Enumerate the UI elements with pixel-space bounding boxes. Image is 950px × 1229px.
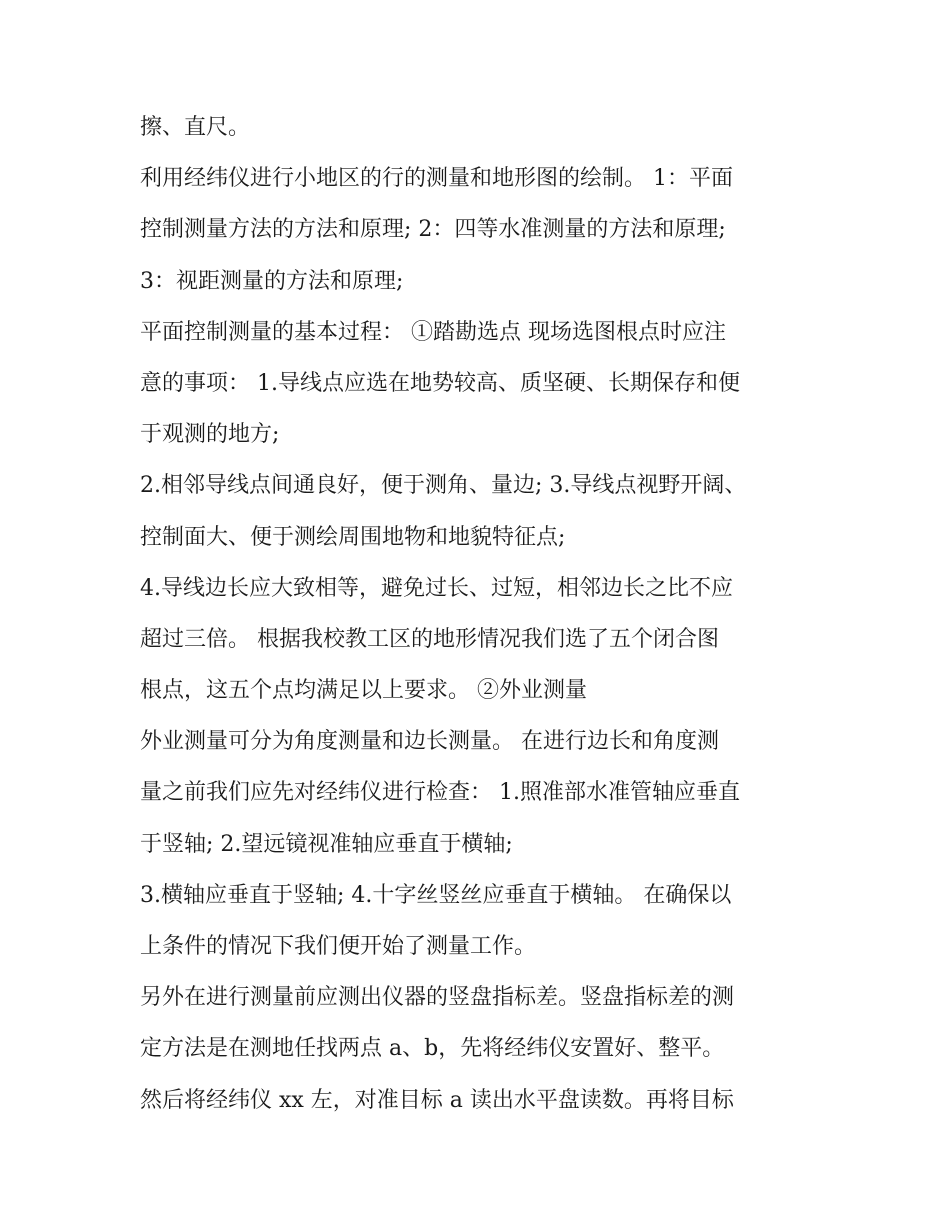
text-line: 平面控制测量的基本过程： ①踏勘选点 现场选图根点时应注 — [140, 319, 726, 345]
text-line: 定方法是在测地任找两点 a、b，先将经纬仪安置好、整平。 — [140, 1036, 725, 1062]
text-line: 根点，这五个点均满足以上要求。 ②外业测量 — [140, 678, 587, 704]
text-line: 然后将经纬仪 xx 左，对准目标 a 读出水平盘读数。再将目标 — [140, 1087, 734, 1113]
text-line: 外业测量可分为角度测量和边长测量。 在进行边长和角度测 — [140, 729, 719, 755]
text-line: 2.相邻导线点间通良好，便于测角、量边; 3.导线点视野开阔、 — [140, 473, 747, 499]
text-line: 另外在进行测量前应测出仪器的竖盘指标差。竖盘指标差的测 — [140, 985, 735, 1011]
text-line: 3.横轴应垂直于竖轴; 4.十字丝竖丝应垂直于横轴。 在确保以 — [140, 882, 732, 908]
text-line: 量之前我们应先对经纬仪进行检查： 1.照准部水准管轴应垂直 — [140, 780, 740, 806]
text-line: 超过三倍。 根据我校教工区的地形情况我们选了五个闭合图 — [140, 626, 719, 652]
text-line: 控制面大、便于测绘周围地物和地貌特征点; — [140, 524, 566, 550]
text-line: 于观测的地方; — [140, 422, 280, 448]
text-line: 意的事项： 1.导线点应选在地势较高、质坚硬、长期保存和便 — [140, 370, 740, 396]
text-line: 于竖轴; 2.望远镜视准轴应垂直于横轴; — [140, 831, 513, 857]
text-line: 3：视距测量的方法和原理; — [140, 268, 404, 294]
text-line: 利用经纬仪进行小地区的行的测量和地形图的绘制。 1：平面 — [140, 166, 733, 192]
text-line: 擦、直尺。 — [140, 115, 251, 140]
body-text — [140, 102, 830, 1126]
text-line: 上条件的情况下我们便开始了测量工作。 — [140, 934, 537, 959]
text-line: 控制测量方法的方法和原理; 2：四等水准测量的方法和原理; — [140, 217, 726, 243]
text-line: 4.导线边长应大致相等，避免过长、过短，相邻边长之比不应 — [140, 575, 733, 601]
